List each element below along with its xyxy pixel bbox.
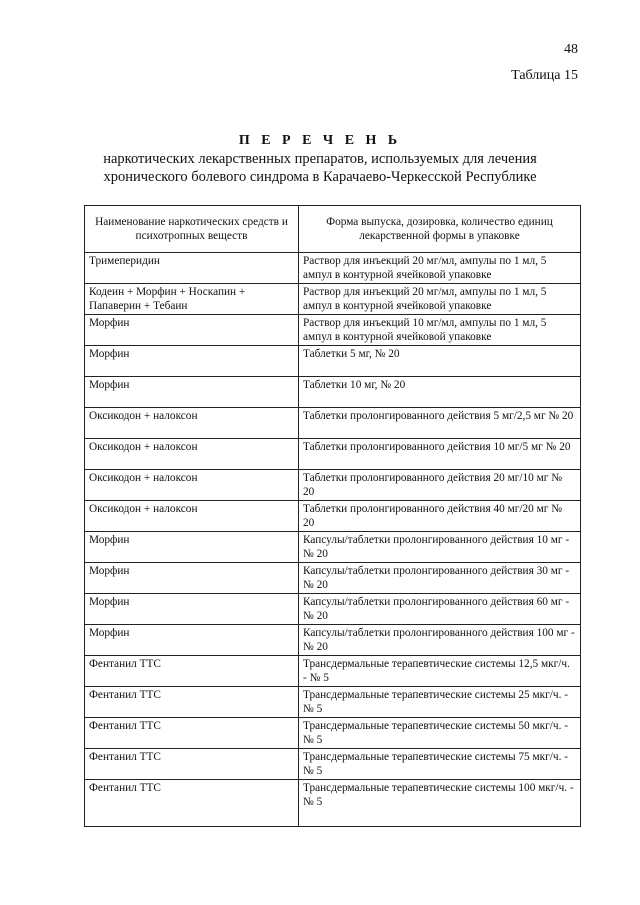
drug-name-cell: Морфин [85,594,299,625]
dosage-form-cell: Таблетки 5 мг, № 20 [299,346,581,377]
header-drug-name: Наименование наркотических средств и психотропных веществ [85,206,299,253]
dosage-form-cell: Капсулы/таблетки пролонгированного действия 100 мг - № 20 [299,625,581,656]
dosage-form-cell: Капсулы/таблетки пролонгированного действия 60 мг - № 20 [299,594,581,625]
table-row [85,284,581,315]
table-row [85,439,581,470]
dosage-form-cell: Трансдермальные терапевтические системы 50 мкг/ч. - № 5 [299,718,581,749]
dosage-form-cell: Капсулы/таблетки пролонгированного действия 10 мг - № 20 [299,532,581,563]
drug-name-cell: Фентанил ТТС [85,780,299,827]
dosage-form-cell: Трансдермальные терапевтические системы 100 мкг/ч. - № 5 [299,780,581,827]
table-label: Таблица 15 [511,68,578,83]
table-row [85,408,581,439]
table-row [85,470,581,501]
dosage-form-cell: Трансдермальные терапевтические системы 75 мкг/ч. - № 5 [299,749,581,780]
document-subtitle-line-2: хронического болевого синдрома в Карачаево-Черкесской Республике [103,169,537,185]
dosage-form-cell: Таблетки пролонгированного действия 40 мг/20 мг № 20 [299,501,581,532]
drug-name-cell: Оксикодон + налоксон [85,439,299,470]
drug-name-cell: Фентанил ТТС [85,656,299,687]
drug-name-cell: Фентанил ТТС [85,718,299,749]
drug-name-cell: Фентанил ТТС [85,687,299,718]
header-dosage-form: Форма выпуска, дозировка, количество единиц лекарственной формы в упаковке [299,206,581,253]
table-row [85,718,581,749]
table-header-row [85,206,581,253]
dosage-form-cell: Капсулы/таблетки пролонгированного действия 30 мг - № 20 [299,563,581,594]
dosage-form-cell: Трансдермальные терапевтические системы 25 мкг/ч. - № 5 [299,687,581,718]
dosage-form-cell: Таблетки пролонгированного действия 10 мг/5 мг № 20 [299,439,581,470]
drug-name-cell: Морфин [85,625,299,656]
document-subtitle-line-1: наркотических лекарственных препаратов, используемых для лечения [103,151,537,167]
dosage-form-cell: Таблетки пролонгированного действия 5 мг/2,5 мг № 20 [299,408,581,439]
table-row [85,253,581,284]
table-row [85,656,581,687]
table-row [85,594,581,625]
table-row [85,315,581,346]
drug-name-cell: Оксикодон + налоксон [85,470,299,501]
table-row [85,346,581,377]
dosage-form-cell: Таблетки 10 мг, № 20 [299,377,581,408]
document-title: П Е Р Е Ч Е Н Ь [238,133,402,148]
drug-name-cell: Морфин [85,346,299,377]
table-row [85,749,581,780]
drug-name-cell: Оксикодон + налоксон [85,408,299,439]
table-row [85,377,581,408]
drug-name-cell: Оксикодон + налоксон [85,501,299,532]
drug-name-cell: Морфин [85,377,299,408]
drug-name-cell: Морфин [85,532,299,563]
document-heading [0,132,640,186]
drug-name-cell: Морфин [85,563,299,594]
page-number: 48 [564,42,578,57]
table-row [85,501,581,532]
table-row [85,563,581,594]
dosage-form-cell: Раствор для инъекций 20 мг/мл, ампулы по 1 мл, 5 ампул в контурной ячейковой упаковке [299,284,581,315]
table-row [85,687,581,718]
drug-name-cell: Фентанил ТТС [85,749,299,780]
table-row [85,532,581,563]
table-row [85,625,581,656]
table-row [85,780,581,827]
drug-name-cell: Морфин [85,315,299,346]
dosage-form-cell: Таблетки пролонгированного действия 20 мг/10 мг № 20 [299,470,581,501]
drug-list-table [84,205,581,827]
dosage-form-cell: Трансдермальные терапевтические системы 12,5 мкг/ч. - № 5 [299,656,581,687]
dosage-form-cell: Раствор для инъекций 10 мг/мл, ампулы по 1 мл, 5 ампул в контурной ячейковой упаковке [299,315,581,346]
dosage-form-cell: Раствор для инъекций 20 мг/мл, ампулы по 1 мл, 5 ампул в контурной ячейковой упаковке [299,253,581,284]
drug-name-cell: Тримеперидин [85,253,299,284]
drug-name-cell: Кодеин + Морфин + Носкапин + Папаверин + Тебаин [85,284,299,315]
